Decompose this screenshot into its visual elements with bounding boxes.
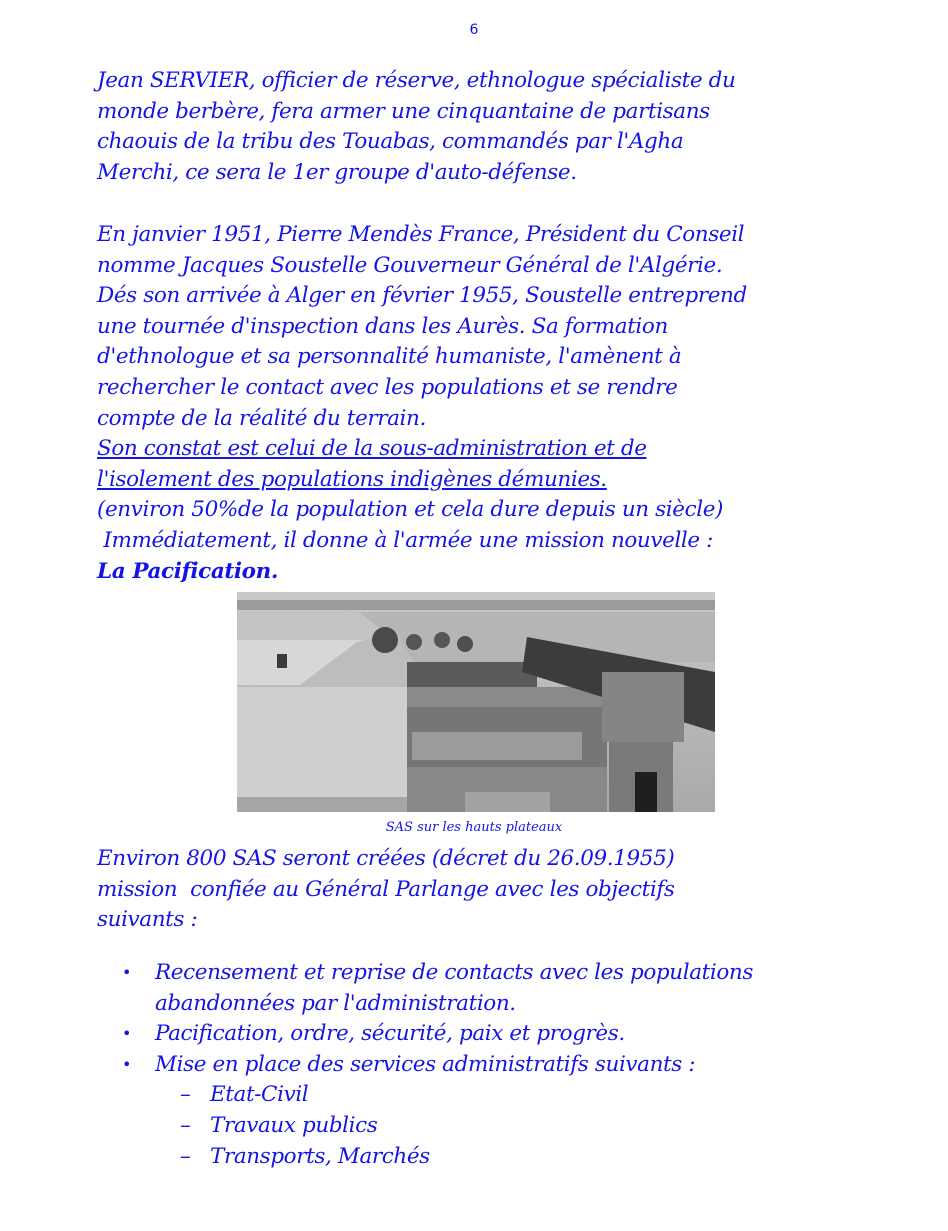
text-line: chaouis de la tribu des Touabas, commandés par l'Agha xyxy=(97,129,684,155)
list-item xyxy=(120,1050,880,1081)
bullet-icon: • xyxy=(122,1054,132,1074)
text-line: Dés son arrivée à Alger en février 1955, Soustelle entreprend xyxy=(97,283,747,309)
text-line: mission confiée au Général Parlange avec les objectifs xyxy=(97,876,675,902)
list-item-text: Pacification, ordre, sécurité, paix et progrès. xyxy=(155,1021,625,1047)
paragraph-sas xyxy=(97,844,877,936)
text-line: compte de la réalité du terrain. xyxy=(97,405,426,431)
text-line: Environ 800 SAS seront créées (décret du 26.09.1955) xyxy=(97,846,675,871)
list-item-text: abandonnées par l'administration. xyxy=(155,990,516,1016)
text-line: nomme Jacques Soustelle Gouverneur Général de l'Algérie. xyxy=(97,252,723,278)
text-line: (environ 50%de la population et cela dure depuis un siècle) xyxy=(97,497,724,523)
objectives-list xyxy=(120,958,880,1172)
sub-list-item-text: Travaux publics xyxy=(210,1112,378,1138)
sub-list-item-text: Etat-Civil xyxy=(210,1082,309,1108)
sas-photo-image xyxy=(237,592,715,812)
text-line: En janvier 1951, Pierre Mendès France, Président du Conseil xyxy=(97,222,745,247)
sas-photo xyxy=(237,592,715,812)
text-line: une tournée d'inspection dans les Aurès. Sa formation xyxy=(97,313,668,339)
text-line: rechercher le contact avec les populations et se rendre xyxy=(97,374,678,400)
text-line: Immédiatement, il donne à l'armée une mission nouvelle : xyxy=(97,527,714,553)
sub-list-item-text: Transports, Marchés xyxy=(210,1143,430,1169)
pacification-heading: La Pacification. xyxy=(97,558,278,584)
photo-caption: SAS sur les hauts plateaux xyxy=(385,820,563,835)
text-line: d'ethnologue et sa personnalité humaniste, l'amènent à xyxy=(97,344,682,370)
list-item-text: Mise en place des services administratifs suivants : xyxy=(155,1051,696,1077)
list-item-text: Recensement et reprise de contacts avec les populations xyxy=(155,960,753,985)
sub-list-item xyxy=(120,1080,880,1111)
text-line: suivants : xyxy=(97,907,198,933)
list-item xyxy=(120,1019,880,1050)
list-item xyxy=(120,958,880,1019)
underlined-line: l'isolement des populations indigènes démunies. xyxy=(97,466,607,492)
text-line: Merchi, ce sera le 1er groupe d'auto-défense. xyxy=(97,159,577,185)
paragraph-servier xyxy=(97,66,877,188)
dash-icon: – xyxy=(180,1112,191,1138)
bullet-icon: • xyxy=(122,1024,132,1044)
sub-list-item xyxy=(120,1142,880,1173)
text-line: monde berbère, fera armer une cinquantaine de partisans xyxy=(97,98,710,124)
underlined-line: Son constat est celui de la sous-administration et de xyxy=(97,436,647,462)
sub-list-item xyxy=(120,1111,880,1142)
dash-icon: – xyxy=(180,1143,191,1169)
bullet-icon: • xyxy=(122,963,132,982)
paragraph-soustelle xyxy=(97,220,877,587)
text-line: Jean SERVIER, officier de réserve, ethnologue spécialiste du xyxy=(97,68,736,93)
dash-icon: – xyxy=(180,1082,191,1108)
page-number: 6 xyxy=(469,22,479,38)
